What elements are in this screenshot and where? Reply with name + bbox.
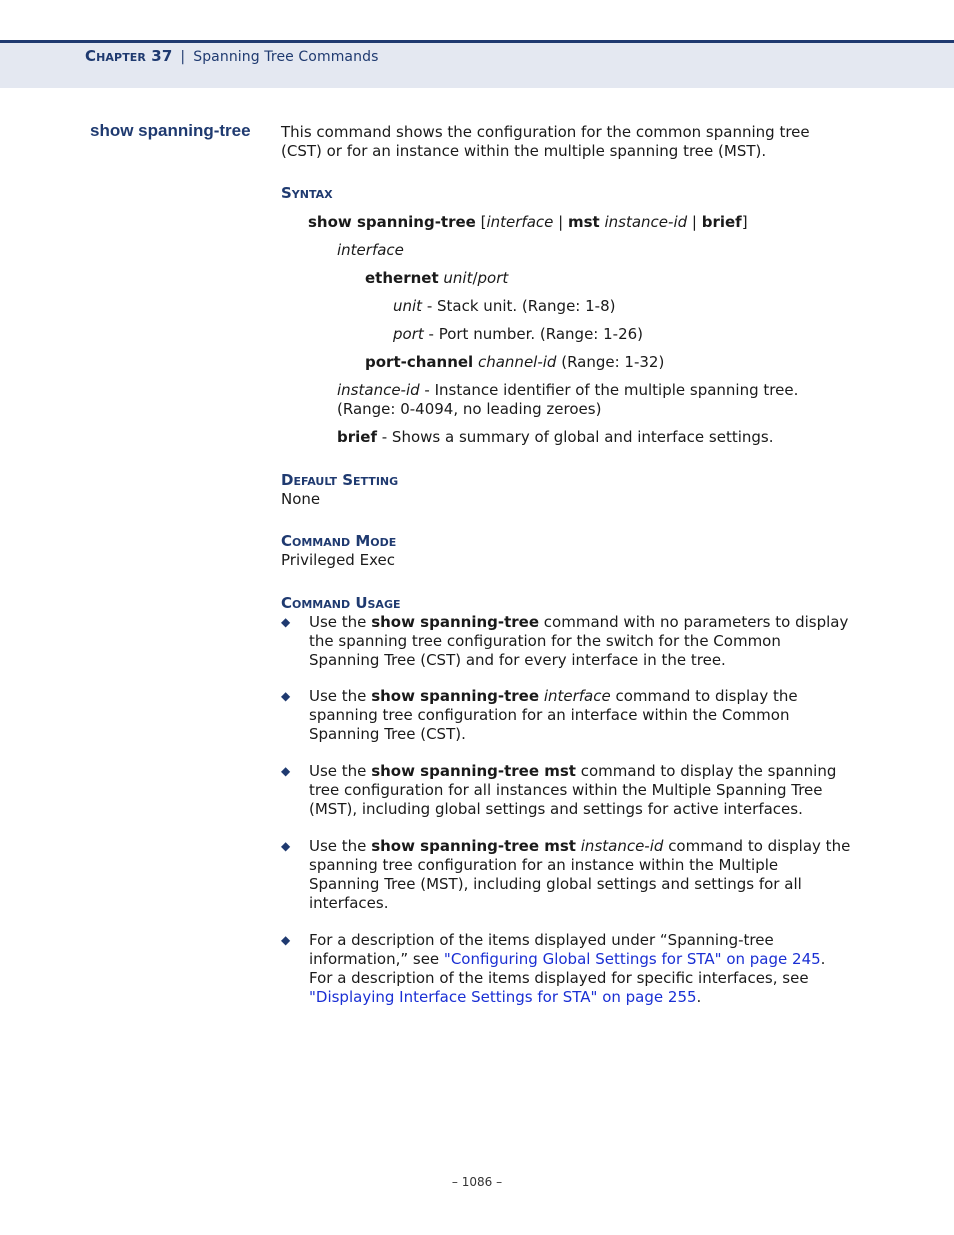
page-header (0, 40, 954, 88)
syntax-cmd: show spanning-tree (308, 213, 476, 231)
usage-bullet-4 (281, 837, 871, 913)
b1-pre: Use the (309, 613, 372, 631)
header-text (85, 47, 378, 67)
b5-line1: For a description of the items displayed under “Spanning-tree (309, 931, 774, 949)
param-brief (337, 428, 773, 447)
b3-pre: Use the (309, 762, 372, 780)
usage-bullet-3 (281, 762, 871, 819)
usage-bullet-5 (281, 931, 871, 1007)
diamond-bullet-icon: ◆ (281, 839, 291, 853)
diamond-bullet-icon: ◆ (281, 764, 291, 778)
link-displaying-interface-settings[interactable]: "Displaying Interface Settings for STA" on page 255 (309, 988, 697, 1006)
b1-bold: show spanning-tree (371, 613, 540, 631)
channel-range: (Range: 1-32) (556, 353, 665, 371)
b2-bold: show spanning-tree (371, 687, 540, 705)
command-title: show spanning-tree (90, 121, 251, 140)
syntax-pipe-2: | (687, 213, 702, 231)
ethernet-keyword: ethernet (365, 269, 439, 287)
ethernet-port: port (477, 269, 509, 287)
syntax-open-bracket: [ (475, 213, 487, 231)
unit-desc: - Stack unit. (Range: 1-8) (422, 297, 616, 315)
syntax-mst: mst (567, 213, 600, 231)
syntax-heading: Syntax (281, 184, 333, 202)
b3-bold: show spanning-tree mst (371, 762, 576, 780)
default-setting-heading: Default Setting (281, 471, 399, 489)
channel-id: channel-id (477, 353, 557, 371)
b3-post: command to display the spanning (575, 762, 837, 780)
instance-desc-2: (Range: 0-4094, no leading zeroes) (337, 400, 602, 418)
command-mode-value: Privileged Exec (281, 551, 395, 569)
b1-post: command with no parameters to display (539, 613, 849, 631)
param-interface-label: interface (337, 241, 404, 259)
port-term: port (393, 325, 424, 343)
instance-desc-1: - Instance identifier of the multiple spanning tree. (419, 381, 799, 399)
param-interface (337, 241, 404, 260)
section-label: Spanning Tree Commands (193, 49, 379, 65)
ethernet-unit: unit (443, 269, 473, 287)
syntax-pipe-1: | (553, 213, 568, 231)
b1-line3: Spanning Tree (CST) and for every interface in the tree. (309, 651, 726, 669)
b4-post: command to display the (663, 837, 851, 855)
param-unit (393, 297, 615, 316)
syntax-line (308, 213, 748, 232)
b4-ital: instance-id (580, 837, 664, 855)
port-desc: - Port number. (Range: 1-26) (423, 325, 644, 343)
b4-pre: Use the (309, 837, 372, 855)
b4-line4: interfaces. (309, 894, 389, 912)
unit-term: unit (393, 297, 423, 315)
b4-line2: spanning tree configuration for an instance within the Multiple (309, 856, 779, 874)
ethernet-slash: / (472, 269, 478, 287)
instance-term: instance-id (337, 381, 420, 399)
b3-line3: (MST), including global settings and settings for active interfaces. (309, 800, 803, 818)
b5-line3: For a description of the items displayed for specific interfaces, see (309, 969, 809, 987)
syntax-interface: interface (486, 213, 554, 231)
link-configuring-global-settings[interactable]: "Configuring Global Settings for STA" on page 245 (443, 950, 821, 968)
b4-bold: show spanning-tree mst (371, 837, 576, 855)
diamond-bullet-icon: ◆ (281, 933, 291, 947)
brief-term: brief (337, 428, 377, 446)
param-port (393, 325, 643, 344)
usage-bullet-1 (281, 613, 871, 670)
default-setting-value: None (281, 490, 321, 508)
b2-line2: spanning tree configuration for an interface within the Common (309, 706, 790, 724)
usage-bullet-2 (281, 687, 871, 744)
b2-line3: Spanning Tree (CST). (309, 725, 466, 743)
command-mode-heading: Command Mode (281, 532, 397, 550)
param-instance-id (337, 381, 877, 419)
b5-line2-post: . (820, 950, 826, 968)
page-number: – 1086 – (451, 1175, 503, 1189)
param-port-channel (365, 353, 664, 372)
b2-post: command to display the (610, 687, 798, 705)
diamond-bullet-icon: ◆ (281, 615, 291, 629)
port-channel-keyword: port-channel (365, 353, 474, 371)
header-separator: | (180, 49, 186, 65)
chapter-label: Chapter 37 (85, 47, 173, 65)
syntax-brief: brief (701, 213, 742, 231)
b1-line2: the spanning tree configuration for the switch for the Common (309, 632, 781, 650)
command-usage-heading: Command Usage (281, 594, 401, 612)
b5-line4-post: . (696, 988, 702, 1006)
brief-desc: - Shows a summary of global and interface settings. (376, 428, 774, 446)
param-ethernet (365, 269, 508, 288)
syntax-close-bracket: ] (741, 213, 748, 231)
intro-line-2: (CST) or for an instance within the multiple spanning tree (MST). (281, 142, 767, 160)
syntax-instance-id: instance-id (604, 213, 688, 231)
diamond-bullet-icon: ◆ (281, 689, 291, 703)
b5-line2-pre: information,” see (309, 950, 444, 968)
intro-paragraph (281, 123, 881, 161)
b2-pre: Use the (309, 687, 372, 705)
b4-line3: Spanning Tree (MST), including global settings and settings for all (309, 875, 802, 893)
b2-ital: interface (543, 687, 611, 705)
intro-line-1: This command shows the configuration for the common spanning tree (281, 123, 810, 141)
b3-line2: tree configuration for all instances within the Multiple Spanning Tree (309, 781, 823, 799)
